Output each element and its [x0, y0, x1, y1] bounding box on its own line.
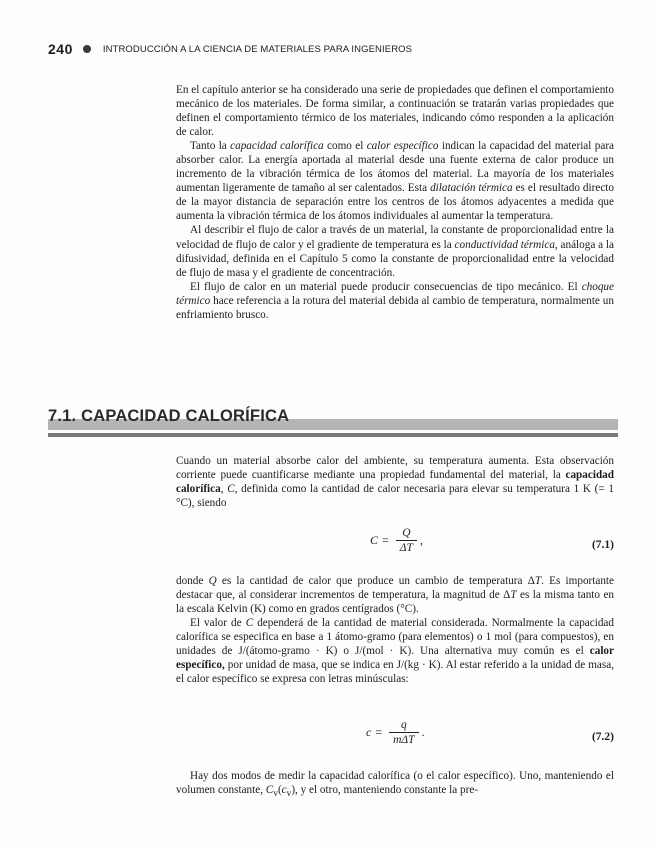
- text: es la cantidad de calor que produce un cambio de temperatura Δ: [216, 575, 535, 587]
- symbol: C: [227, 483, 235, 496]
- symbol: T: [534, 575, 542, 587]
- text: es la misma tanto en la escala Kelvin (K) como en grados centígrados (°C).: [176, 589, 615, 616]
- term-italic: dilatación térmica: [430, 182, 513, 195]
- text: , definida como la cantidad de calor necesaria para elevar su temperatura 1 K (= 1 °C), siendo: [176, 483, 615, 510]
- term-italic: calor específico: [366, 140, 439, 153]
- symbol: T: [510, 589, 517, 602]
- body-text-2: [176, 574, 614, 686]
- section-heading: [48, 407, 618, 425]
- body-text-1: [176, 454, 614, 510]
- text: En el capítulo anterior se ha considerado una serie de propiedades que definen el comportamiento mecánico de los materiales. De forma similar, a continuación se tratarán varias propiedades que definen el comportamiento térmico de los materiales, indicando cómo responden a la aplicación de calor.: [176, 84, 614, 139]
- section-title: 7.1. CAPACIDAD CALORÍFICA: [48, 407, 290, 425]
- symbol: C: [265, 784, 274, 797]
- text: El flujo de calor en un material puede producir consecuencias de tipo mecánico. El: [190, 280, 582, 293]
- equals-sign: =: [382, 533, 389, 547]
- symbol: c: [281, 784, 287, 797]
- text: hace referencia a la rotura del material debida al cambio de temperatura, normalmente un enfriamiento brusco.: [176, 294, 614, 321]
- text: Al describir el flujo de calor a través de un material, la constante de proporcionalidad entre la velocidad de flujo de calor y el gradiente de temperatura es la: [176, 224, 614, 251]
- formula: [366, 719, 425, 746]
- formula: [370, 527, 423, 554]
- page-number: 240: [48, 41, 73, 57]
- equals-sign: =: [375, 725, 383, 739]
- text: ), y el otro, manteniendo constante la pre-: [291, 784, 479, 797]
- formula-lhs: c: [366, 725, 372, 739]
- punctuation: ,: [419, 533, 423, 547]
- paragraph: [176, 139, 614, 223]
- text: indican la capacidad del material para absorber calor. La energía aportada al material desde una fuente externa de calor produce un incremento de la vibración térmica de los átomos del material. La mayoría de los materiales aumentan ligeramente de tamaño al ser calentados. Esta: [176, 140, 615, 195]
- equation-7-2: [176, 719, 614, 759]
- symbol: C: [245, 617, 254, 630]
- term-italic: conductividad térmica: [454, 238, 555, 251]
- text: (: [277, 784, 282, 797]
- text: , análoga a la difusividad, definida en el Capítulo 5 como la constante de proporcionalidad entre la velocidad de flujo de masa y el gradiente de concentración.: [176, 238, 614, 279]
- text: Tanto la: [190, 140, 231, 153]
- paragraph: [176, 574, 614, 616]
- text: por unidad de masa, que se indica en J/(kg · K). Al estar referido a la unidad de masa, el calor específico se expresa con letras minúsculas:: [176, 659, 614, 686]
- text: Cuando un material absorbe calor del ambiente, su temperatura aumenta. Esta observación corriente puede cuantificarse mediante una propiedad fundamental del material, la: [176, 455, 614, 482]
- paragraph: [176, 616, 614, 686]
- text: . Es importante destacar que, al considerar incrementos de temperatura, la magnitud de Δ: [176, 575, 614, 602]
- running-title: INTRODUCCIÓN A LA CIENCIA DE MATERIALES PARA INGENIEROS: [102, 43, 413, 55]
- section-rule: [48, 433, 618, 437]
- term-bold: capacidad calorífica: [176, 469, 614, 496]
- symbol: Q: [208, 575, 217, 587]
- intro-text: [176, 83, 614, 322]
- running-header: [48, 38, 618, 60]
- text: El valor de: [190, 617, 246, 630]
- subscript: v: [286, 789, 292, 800]
- paragraph: [176, 83, 614, 139]
- paragraph: [176, 769, 614, 801]
- paragraph: [176, 223, 614, 279]
- numerator: Q: [402, 527, 411, 539]
- subscript: v: [273, 789, 278, 800]
- formula-lhs: C: [370, 533, 379, 547]
- paragraph: [176, 454, 614, 510]
- equation-number: (7.2): [591, 731, 614, 743]
- text: es el resultado directo de la mayor distancia de separación entre los centros de los átomos adyacentes a medida que aumenta la vibración térmica de los átomos individuales al aumentar la temperatura.: [176, 182, 614, 223]
- fraction: [389, 719, 418, 746]
- text: ,: [220, 483, 228, 496]
- paragraph: [176, 280, 614, 322]
- fraction: [396, 527, 417, 554]
- text: Hay dos modos de medir la capacidad calorífica (o el calor específico). Uno, manteniendo el volumen constante,: [176, 770, 614, 797]
- body-text-3: [176, 769, 614, 801]
- term-italic: capacidad calorífica: [230, 140, 324, 153]
- term-bold: calor específico,: [176, 645, 614, 672]
- term-italic: choque térmico: [176, 280, 614, 307]
- equation-number: (7.1): [591, 539, 614, 551]
- punctuation: .: [421, 725, 425, 739]
- text: como el: [323, 140, 367, 153]
- numerator: q: [400, 719, 407, 731]
- denominator: mΔT: [389, 732, 418, 746]
- denominator: ΔT: [396, 540, 417, 554]
- equation-7-1: [176, 527, 614, 567]
- text: donde: [176, 575, 209, 587]
- bullet-icon: [83, 45, 91, 53]
- text: dependerá de la cantidad de material considerada. Normalmente la capacidad calorífica se especifica en base a 1 átomo-gramo (para elementos) o 1 mol (para compuestos), en unidades de J/(átomo-gramo · K) o J/(mol · K). Una alternativa muy común es el: [176, 617, 614, 658]
